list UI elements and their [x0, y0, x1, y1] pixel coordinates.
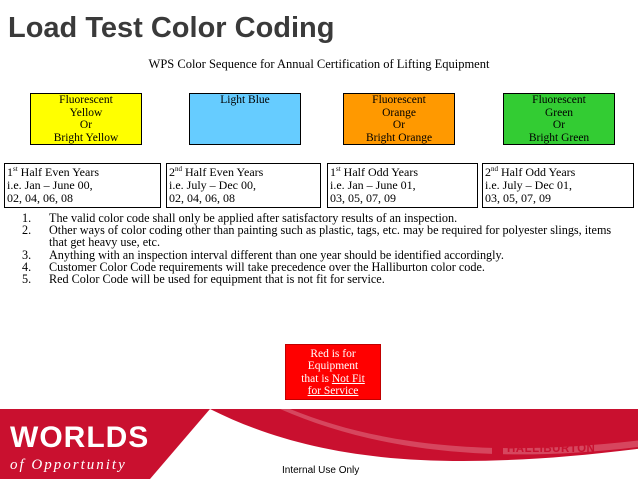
period-range: i.e. July – Dec 00,	[169, 178, 256, 192]
red-code-box: Red is for Equipment that is Not Fit for Service	[285, 344, 381, 400]
period-years: 03, 05, 07, 09	[330, 191, 396, 205]
swatch-yellow	[30, 93, 142, 145]
swatch-green	[503, 93, 615, 145]
page-title: Load Test Color Coding	[8, 12, 335, 44]
swatch-line: Or	[392, 119, 406, 131]
swatch-line: Yellow	[69, 106, 103, 119]
swatch-line: Light Blue	[220, 94, 270, 106]
halliburton-mark-icon	[492, 444, 503, 455]
swatch-orange	[343, 93, 455, 145]
period-range: i.e. Jan – June 01,	[330, 178, 416, 192]
list-item: 3. Anything with an inspection interval different than one year should be identified accordingly.	[22, 247, 504, 262]
swatch-line: Fluorescent	[59, 94, 113, 106]
swatch-line: Bright Orange	[365, 131, 433, 144]
internal-use-label: Internal Use Only	[282, 465, 360, 476]
list-item: 2. Other ways of color coding other than painting such as plastic, tags, etc. may be required for polyester slings, items that get heavy use, etc.	[22, 223, 612, 250]
swatch-line: Fluorescent	[372, 94, 426, 106]
swatch-line: Fluorescent	[532, 94, 586, 106]
halliburton-logo: HALLIBURTON	[507, 443, 596, 455]
swatch-line: Or	[552, 119, 566, 131]
list-item: 1. The valid color code shall only be applied after satisfactory results of an inspection.	[22, 211, 458, 225]
period-range: i.e. July – Dec 01,	[485, 178, 572, 192]
period-2: 2nd Half Even Years i.e. July – Dec 00, 02, 04, 06, 08	[166, 163, 321, 208]
notes-list	[22, 212, 622, 285]
period-range: i.e. Jan – June 00,	[7, 178, 93, 192]
period-4: 2nd Half Odd Years i.e. July – Dec 01, 03, 05, 07, 09	[482, 163, 634, 208]
list-item: 4. Customer Color Code requirements will take precedence over the Halliburton color code.	[22, 259, 485, 274]
logo-subtitle: of Opportunity	[10, 457, 127, 473]
period-3: 1st Half Odd Years i.e. Jan – June 01, 03, 05, 07, 09	[327, 163, 478, 208]
list-item: 5. Red Color Code will be used for equipment that is not fit for service.	[22, 272, 385, 287]
period-years: 02, 04, 06, 08	[7, 191, 73, 205]
swatch-line: Orange	[382, 106, 416, 119]
worlds-logo: WORLDS	[10, 421, 150, 454]
swatch-light-blue	[189, 93, 301, 145]
subtitle: WPS Color Sequence for Annual Certification of Lifting Equipment	[148, 57, 490, 71]
swatch-line: Or	[79, 119, 93, 131]
period-years: 02, 04, 06, 08	[169, 191, 235, 205]
period-years: 03, 05, 07, 09	[485, 191, 551, 205]
period-1: 1st Half Even Years i.e. Jan – June 00, 02, 04, 06, 08	[4, 163, 161, 208]
swatch-line: Green	[544, 106, 574, 119]
swatch-line: Bright Green	[528, 131, 590, 144]
swatch-line: Bright Yellow	[53, 131, 119, 144]
